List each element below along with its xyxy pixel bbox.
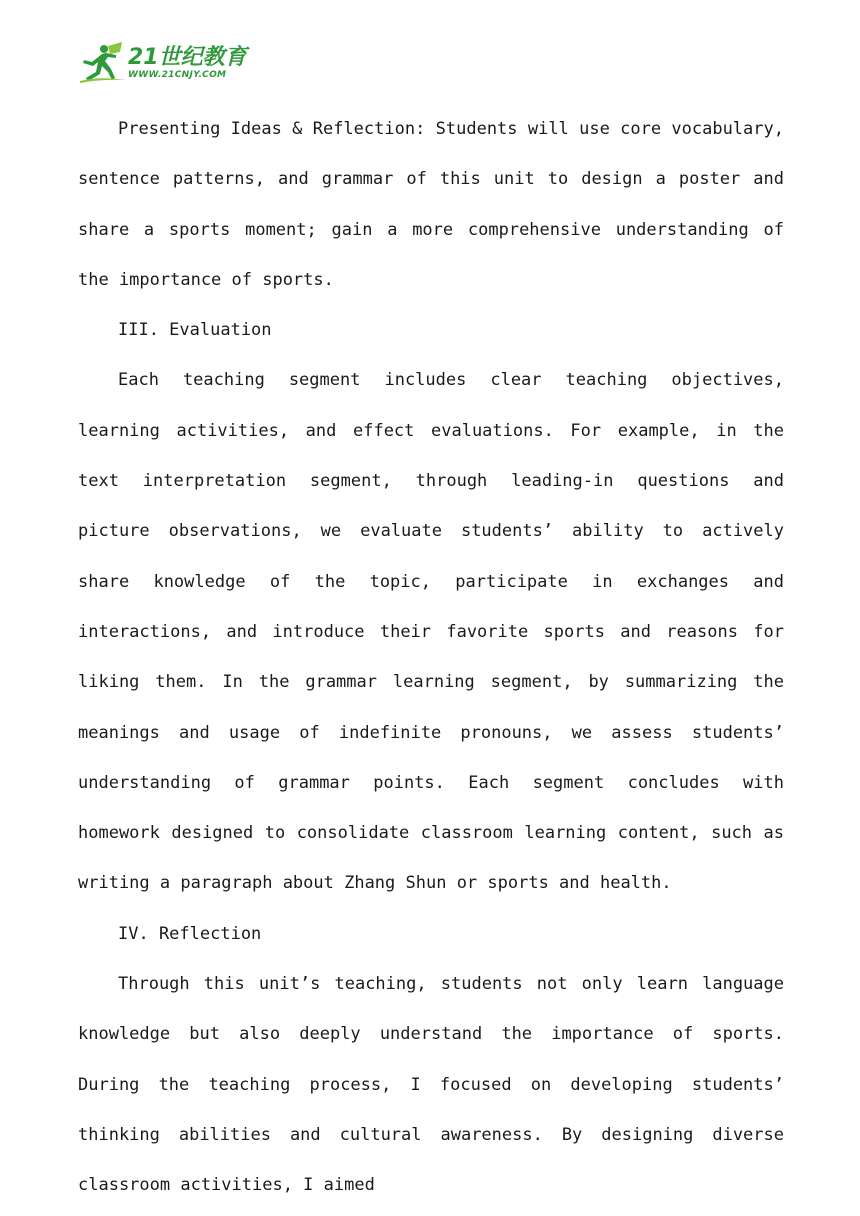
logo-url-text: WWW.21CNJY.COM <box>128 70 227 80</box>
paragraph-reflection: Through this unit’s teaching, students not only learn language knowledge but also deeply understand the importance of sports. During the teaching process, I focused on developing students’ thinking abilities and cultural awareness. By designing diverse classroom activities, I aimed <box>78 974 784 1196</box>
runner-logo-icon <box>78 40 130 84</box>
document-body <box>78 104 784 1211</box>
section-heading-evaluation: III. Evaluation <box>118 320 272 341</box>
site-logo <box>78 40 248 84</box>
paragraph-presenting-ideas: Presenting Ideas & Reflection: Students will use core vocabulary, sentence patterns, and grammar of this unit to design a poster and share a sports moment; gain a more comprehensive understanding of the importance of sports. <box>78 119 784 290</box>
section-heading-reflection: IV. Reflection <box>118 923 262 944</box>
logo-brand-text: 21世纪教育 <box>128 45 247 70</box>
paragraph-evaluation: Each teaching segment includes clear teaching objectives, learning activities, and effect evaluations. For example, in the text interpretation segment, through leading-in questions and picture observations, we evaluate students’ ability to actively share knowledge of the topic, participate in exchanges and interactions, and introduce their favorite sports and reasons for liking them. In the grammar learning segment, by summarizing the meanings and usage of indefinite pronouns, we assess students’ understanding of grammar points. Each segment concludes with homework designed to consolidate classroom learning content, such as writing a paragraph about Zhang Shun or sports and health. <box>78 370 784 894</box>
